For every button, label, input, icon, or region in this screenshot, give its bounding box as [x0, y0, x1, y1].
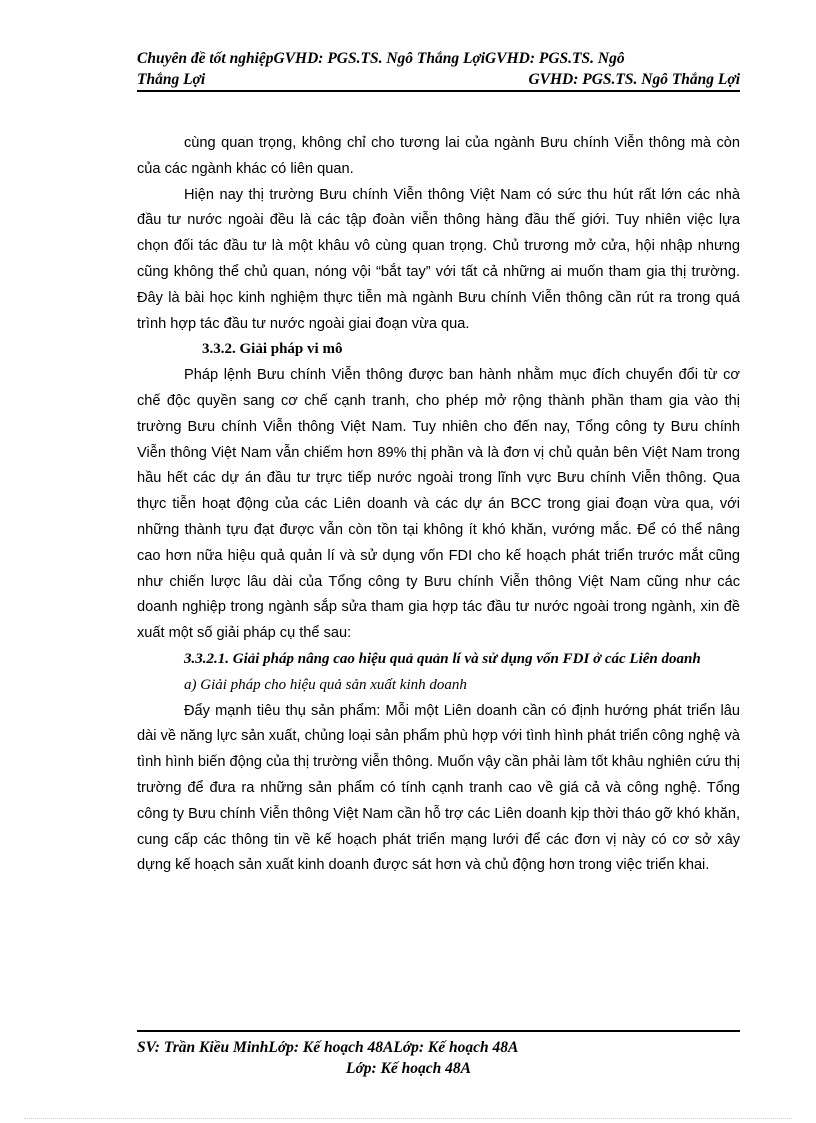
header-divider	[137, 90, 740, 92]
page-bottom-edge	[24, 1118, 792, 1119]
paragraph-2: Hiện nay thị trường Bưu chính Viễn thông Việt Nam có sức thu hút rất lớn các nhà đầu tư nước ngoài đều là các tập đoàn viễn thông hàng đầu thế giới. Tuy nhiên việc lựa chọn đối tác đầu tư là một khâu vô cùng quan trọng. Chủ trương mở cửa, hội nhập nhưng cũng không thể chủ quan, nóng vội “bắt tay” với tất cả những ai muốn tham gia thị trường. Đây là bài học kinh nghiệm thực tiễn mà ngành Bưu chính Viễn thông cần rút ra trong quá trình hợp tác đầu tư nước ngoài giai đoạn vừa qua.	[137, 186, 740, 332]
paragraph-4: Đẩy mạnh tiêu thụ sản phẩm: Mỗi một Liên doanh cần có định hướng phát triển lâu dài về năng lực sản xuất, chủng loại sản phẩm phù hợp với tình hình phát triển công nghệ và tình hình biến động của thị trường viễn thông. Muốn vậy cần phải làm tốt khâu nghiên cứu thị trường để đưa ra những sản phẩm có tính cạnh tranh cao về giá cả và công nghệ. Tổng công ty Bưu chính Viễn thông Việt Nam cần hỗ trợ các Liên doanh kịp thời tháo gỡ khó khăn, cung cấp các thông tin về kế hoạch phát triển mạng lưới để các đơn vị này có cơ sở xây dựng kế hoạch sản xuất kinh doanh được sát hơn và chủ động hơn trong việc triển khai.	[137, 702, 740, 874]
page-header	[137, 48, 740, 90]
footer-line-1: SV: Trần Kiều MinhLớp: Kế hoạch 48ALớp: Kế hoạch 48A	[137, 1039, 519, 1056]
header-text-1: Chuyên đề tốt nghiệpGVHD: PGS.TS. Ngô Thắng LợiGVHD: PGS.TS. Ngô	[137, 50, 625, 67]
header-text-2: Thắng Lợi	[137, 71, 206, 88]
page-footer	[137, 1037, 740, 1079]
document-body	[137, 131, 740, 879]
section-heading-3-3-2-1: 3.3.2.1. Giải pháp nâng cao hiệu quả quản lí và sử dụng vốn FDI ở các Liên doanh	[184, 650, 701, 667]
section-heading-3-3-2: 3.3.2. Giải pháp vi mô	[202, 341, 343, 358]
footer-divider	[137, 1030, 740, 1032]
footer-line-2: Lớp: Kế hoạch 48A	[346, 1060, 471, 1077]
header-line-1	[137, 48, 740, 69]
subsection-heading-a: a) Giải pháp cho hiệu quả sản xuất kinh doanh	[184, 676, 467, 693]
header-line-2	[137, 69, 740, 90]
header-text-3: GVHD: PGS.TS. Ngô Thắng Lợi	[528, 71, 740, 88]
paragraph-1: cùng quan trọng, không chỉ cho tương lai của ngành Bưu chính Viễn thông mà còn của các ngành khác có liên quan.	[137, 135, 740, 177]
paragraph-3: Pháp lệnh Bưu chính Viễn thông được ban hành nhằm mục đích chuyển đổi từ cơ chế độc quyền sang cơ chế cạnh tranh, cho phép mở rộng thành phần tham gia vào thị trường Bưu chính Viễn thông Việt Nam. Tuy nhiên cho đến nay, Tổng công ty Bưu chính Viễn thông Việt Nam vẫn chiếm hơn 89% thị phần và là đơn vị chủ quản bên Việt Nam trong hầu hết các dự án đầu tư trực tiếp nước ngoài trong lĩnh vực Bưu chính Viễn thông. Qua thực tiễn hoạt động của các Liên doanh và các dự án BCC trong giai đoạn vừa qua, với những thành tựu đạt được vẫn còn tồn tại không ít khó khăn, vướng mắc. Để có thể nâng cao hơn nữa hiệu quả quản lí và sử dụng vốn FDI cho kế hoạch phát triển trước mắt cũng như chiến lược lâu dài của Tổng công ty Bưu chính Viễn thông Việt Nam cũng như các doanh nghiệp trong ngành sắp sửa tham gia hợp tác đầu tư nước ngoài trong ngành, xin đề xuất một số giải pháp cụ thể sau:	[137, 367, 740, 642]
